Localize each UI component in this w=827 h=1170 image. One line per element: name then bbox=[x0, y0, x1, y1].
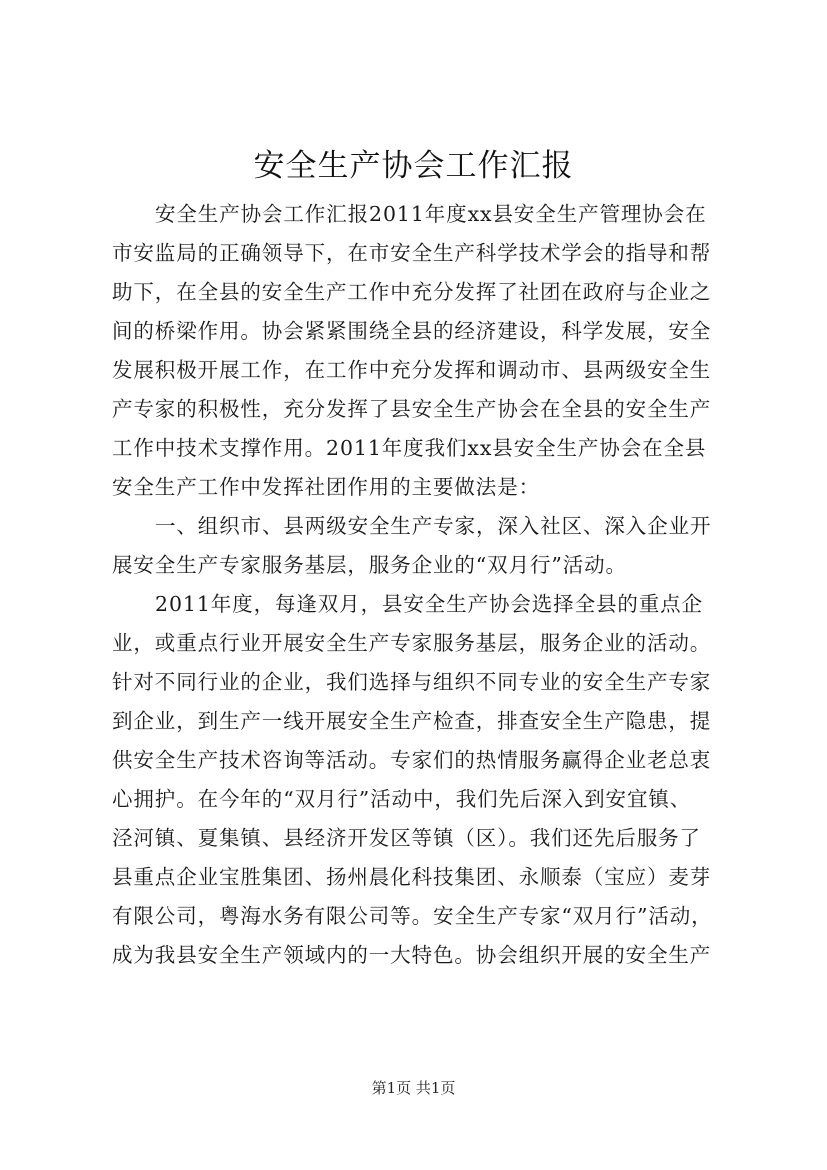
paragraph-line: 产专家的积极性，充分发挥了县安全生产协会在全县的安全生产 bbox=[112, 397, 712, 421]
paragraph-line: 2011年度，每逢双月，县安全生产协会选择全县的重点企 bbox=[155, 592, 703, 616]
paragraph-line: 供安全生产技术咨询等活动。专家们的热情服务赢得企业老总衷 bbox=[112, 748, 712, 772]
paragraph-line: 市安监局的正确领导下，在市安全生产科学技术学会的指导和帮 bbox=[112, 241, 712, 265]
page-footer: 第1页 共1页 bbox=[371, 1079, 456, 1097]
paragraph-line: 针对不同行业的企业，我们选择与组织不同专业的安全生产专家 bbox=[112, 670, 712, 694]
paragraph-line: 县重点企业宝胜集团、扬州晨化科技集团、永顺泰（宝应）麦芽 bbox=[112, 865, 712, 889]
document-title: 安全生产协会工作汇报 bbox=[253, 148, 574, 184]
paragraph-line: 业，或重点行业开展安全生产专家服务基层，服务企业的活动。 bbox=[112, 631, 712, 655]
paragraph-line: 助下，在全县的安全生产工作中充分发挥了社团在政府与企业之 bbox=[112, 280, 712, 304]
paragraph-line: 安全生产协会工作汇报2011年度xx县安全生产管理协会在 bbox=[155, 202, 707, 226]
paragraph-line: 到企业，到生产一线开展安全生产检查，排查安全生产隐患，提 bbox=[112, 709, 712, 733]
paragraph-line: 成为我县安全生产领域内的一大特色。协会组织开展的安全生产 bbox=[112, 943, 712, 967]
paragraph-line: 泾河镇、夏集镇、县经济开发区等镇（区）。我们还先后服务了 bbox=[112, 826, 701, 850]
paragraph-line: 展安全生产专家服务基层，服务企业的“双月行”活动。 bbox=[112, 553, 627, 577]
paragraph-line: 工作中技术支撑作用。2011年度我们xx县安全生产协会在全县 bbox=[112, 436, 707, 460]
paragraph-line: 安全生产工作中发挥社团作用的主要做法是： bbox=[112, 475, 540, 499]
paragraph-line: 间的桥梁作用。协会紧紧围绕全县的经济建设，科学发展，安全 bbox=[112, 319, 712, 343]
paragraph-line: 发展积极开展工作，在工作中充分发挥和调动市、县两级安全生 bbox=[112, 358, 712, 382]
paragraph-line: 心拥护。在今年的“双月行”活动中，我们先后深入到安宜镇、 bbox=[112, 787, 692, 811]
paragraph-line: 一、组织市、县两级安全生产专家，深入社区、深入企业开 bbox=[155, 514, 712, 538]
paragraph-line: 有限公司，粤海水务有限公司等。安全生产专家“双月行”活动， bbox=[112, 904, 713, 928]
